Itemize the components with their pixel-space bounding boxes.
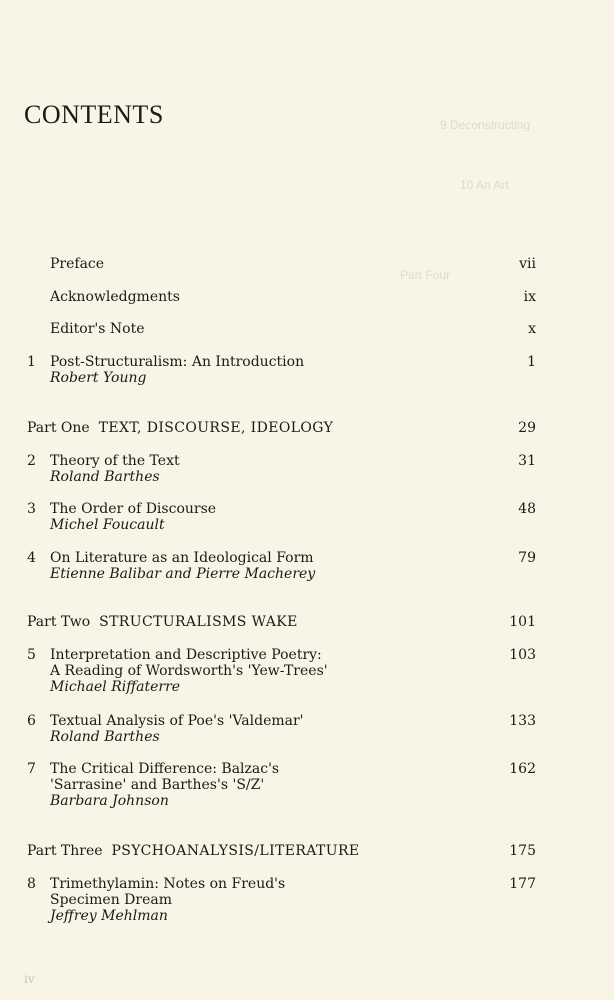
- chapter-author: Michel Foucault: [50, 517, 165, 533]
- chapter-title: On Literature as an Ideological Form: [50, 550, 314, 566]
- chapter-title-line-2: Specimen Dream: [50, 892, 173, 908]
- part-label: Part Two: [27, 614, 91, 630]
- part-name: PSYCHOANALYSIS/LITERATURE: [111, 843, 360, 859]
- chapter-title: The Order of Discourse: [50, 501, 217, 517]
- part-page: 29: [518, 420, 536, 436]
- part-name: STRUCTURALISMS WAKE: [99, 614, 298, 630]
- chapter-text: [50, 647, 328, 695]
- chapter-page: 1: [527, 354, 536, 370]
- chapter-author: Roland Barthes: [50, 469, 160, 485]
- chapter-title-line-2: 'Sarrasine' and Barthes's 'S/Z': [50, 777, 265, 793]
- entry-page: vii: [519, 256, 536, 272]
- chapter-number: 4: [27, 550, 36, 566]
- chapter-title: Theory of the Text: [50, 453, 180, 469]
- chapter-page: 31: [518, 453, 536, 469]
- chapter-text: [50, 453, 180, 485]
- chapter-page: 48: [518, 501, 536, 517]
- chapter-number: 5: [27, 647, 36, 663]
- page-folio: iv: [24, 972, 35, 986]
- chapter-page: 177: [509, 876, 536, 892]
- chapter-author: Robert Young: [50, 370, 147, 386]
- part-heading: [27, 843, 360, 859]
- entry-page: x: [528, 321, 536, 337]
- chapter-title-line-2: A Reading of Wordsworth's 'Yew-Trees': [50, 663, 328, 679]
- chapter-text: [50, 354, 304, 386]
- chapter-number: 8: [27, 876, 36, 892]
- chapter-text: [50, 761, 279, 809]
- chapter-title: Interpretation and Descriptive Poetry:: [50, 647, 322, 663]
- chapter-page: 162: [509, 761, 536, 777]
- part-heading: [27, 420, 333, 436]
- chapter-title: Textual Analysis of Poe's 'Valdemar': [50, 713, 304, 729]
- chapter-page: 79: [518, 550, 536, 566]
- entry-label: Preface: [50, 256, 105, 272]
- chapter-title: Trimethylamin: Notes on Freud's: [50, 876, 286, 892]
- part-page: 101: [509, 614, 536, 630]
- part-label: Part Three: [27, 843, 103, 859]
- chapter-page: 103: [509, 647, 536, 663]
- chapter-author: Barbara Johnson: [50, 793, 169, 809]
- show-through-text: 10 An Art: [460, 178, 509, 192]
- show-through-text: Part Four: [400, 268, 451, 282]
- chapter-page: 133: [509, 713, 536, 729]
- part-page: 175: [509, 843, 536, 859]
- show-through-text: 9 Deconstructing: [440, 118, 531, 132]
- chapter-number: 2: [27, 453, 36, 469]
- chapter-text: [50, 876, 285, 924]
- chapter-author: Michael Riffaterre: [50, 679, 181, 695]
- part-heading: [27, 614, 298, 630]
- chapter-number: 1: [27, 354, 36, 370]
- chapter-text: [50, 501, 216, 533]
- chapter-text: [50, 713, 304, 745]
- chapter-author: Etienne Balibar and Pierre Macherey: [50, 566, 316, 582]
- page-title: CONTENTS: [24, 100, 164, 129]
- entry-page: ix: [523, 289, 536, 305]
- chapter-title: The Critical Difference: Balzac's: [50, 761, 280, 777]
- chapter-text: [50, 550, 315, 582]
- part-name: TEXT, DISCOURSE, IDEOLOGY: [98, 420, 334, 436]
- chapter-title: Post-Structuralism: An Introduction: [50, 354, 305, 370]
- entry-label: Acknowledgments: [50, 289, 180, 305]
- chapter-number: 6: [27, 713, 36, 729]
- chapter-author: Jeffrey Mehlman: [50, 908, 168, 924]
- chapter-number: 3: [27, 501, 36, 517]
- chapter-number: 7: [27, 761, 36, 777]
- part-label: Part One: [27, 420, 90, 436]
- entry-label: Editor's Note: [50, 321, 145, 337]
- chapter-author: Roland Barthes: [50, 729, 160, 745]
